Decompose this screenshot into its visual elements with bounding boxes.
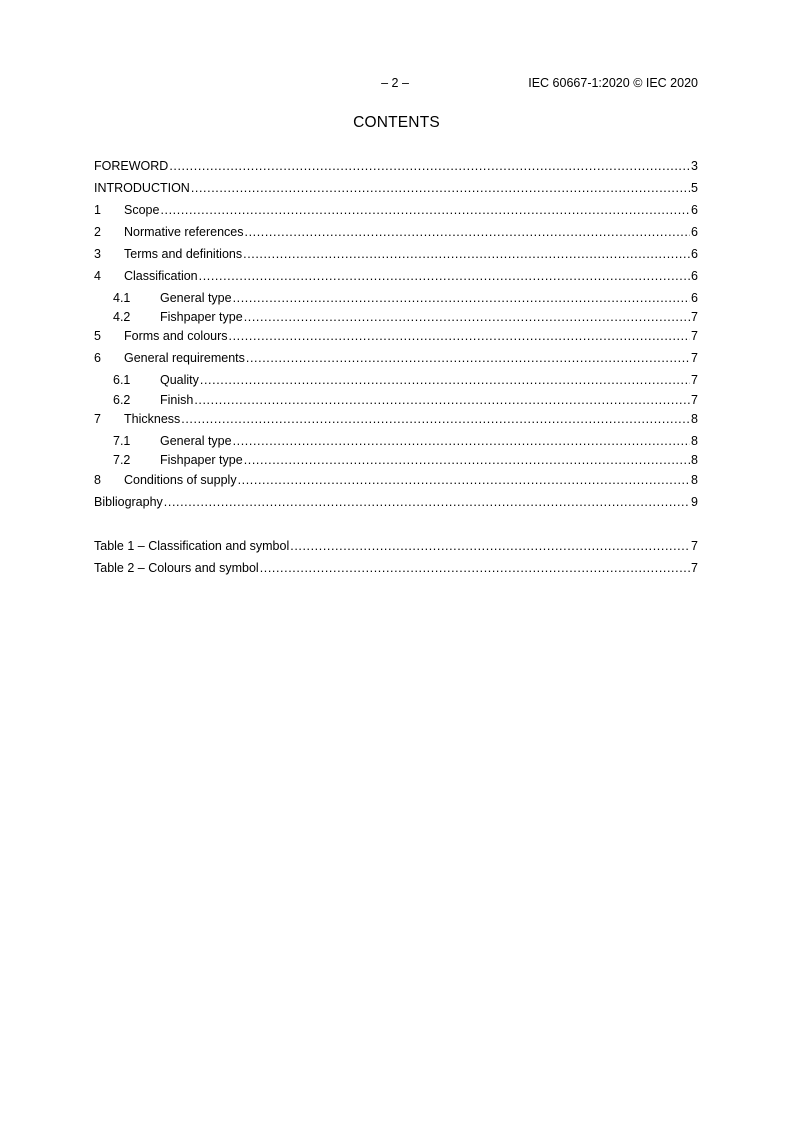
toc-entry-label: General type (160, 291, 232, 305)
toc-entry-number: 7.1 (113, 434, 131, 448)
toc-table-label: Table 2 – Colours and symbol (94, 561, 259, 575)
toc-entry-page: 9 (691, 495, 698, 509)
toc-entry-forms-and-colours[interactable] (94, 328, 698, 344)
toc-entry-label: Classification (124, 269, 198, 283)
dot-leader (191, 180, 690, 196)
toc-entry-foreword[interactable] (94, 158, 698, 174)
toc-entry-label: FOREWORD (94, 159, 169, 173)
toc-entry-classification[interactable] (94, 268, 698, 284)
toc-entry-label: General requirements (124, 351, 245, 365)
toc-table-1[interactable] (94, 538, 698, 554)
toc-entry-label: Conditions of supply (124, 473, 237, 487)
dot-leader (194, 392, 690, 408)
dot-leader (229, 328, 691, 344)
toc-entry-page: 7 (691, 393, 698, 407)
toc-table-2[interactable] (94, 560, 698, 576)
dot-leader (244, 309, 690, 325)
toc-entry-number: 6.1 (113, 373, 131, 387)
toc-entry-page: 8 (691, 453, 698, 467)
dot-leader (246, 350, 690, 366)
toc-entry-bibliography[interactable] (94, 494, 698, 510)
toc-entry-number: 7.2 (113, 453, 131, 467)
dot-leader (164, 494, 690, 510)
toc-entry-label: General type (160, 434, 232, 448)
dot-leader (243, 246, 690, 262)
toc-entry-page: 8 (691, 412, 698, 426)
toc-table-page: 7 (691, 561, 698, 575)
toc-entry-number: 8 (94, 473, 101, 487)
toc-entry-number: 4.2 (113, 310, 131, 324)
toc-entry-page: 6 (691, 247, 698, 261)
toc-entry-label: Bibliography (94, 495, 163, 509)
toc-entry-page: 3 (691, 159, 698, 173)
toc-entry-page: 7 (691, 373, 698, 387)
toc-entry-label: Thickness (124, 412, 181, 426)
toc-entry-scope[interactable] (94, 202, 698, 218)
toc-entry-number: 5 (94, 329, 101, 343)
toc-entry-number: 6 (94, 351, 101, 365)
toc-table-page: 7 (691, 539, 698, 553)
dot-leader (290, 538, 690, 554)
document-reference: IEC 60667-1:2020 © IEC 2020 (528, 76, 698, 90)
dot-leader (244, 452, 690, 468)
toc-entry-label: Fishpaper type (160, 310, 243, 324)
toc-entry-6-1-quality[interactable] (113, 372, 698, 388)
toc-entry-label: Fishpaper type (160, 453, 243, 467)
toc-entry-label: Forms and colours (124, 329, 228, 343)
toc-entry-7-2-fishpaper-type[interactable] (113, 452, 698, 468)
toc-entry-number: 4 (94, 269, 101, 283)
dot-leader (233, 433, 690, 449)
dot-leader (245, 224, 691, 240)
toc-entry-label: Normative references (124, 225, 244, 239)
toc-entry-terms-and-definitions[interactable] (94, 246, 698, 262)
toc-entry-label: Quality (160, 373, 199, 387)
toc-entry-number: 6.2 (113, 393, 131, 407)
dot-leader (238, 472, 690, 488)
dot-leader (199, 268, 690, 284)
toc-entry-number: 7 (94, 412, 101, 426)
toc-entry-label: Terms and definitions (124, 247, 243, 261)
dot-leader (200, 372, 690, 388)
contents-title: CONTENTS (353, 114, 440, 131)
toc-table-label: Table 1 – Classification and symbol (94, 539, 290, 553)
toc-entry-page: 8 (691, 473, 698, 487)
toc-entry-page: 6 (691, 291, 698, 305)
toc-entry-page: 6 (691, 225, 698, 239)
toc-entry-page: 7 (691, 351, 698, 365)
toc-entry-label: INTRODUCTION (94, 181, 190, 195)
dot-leader (181, 411, 690, 427)
toc-entry-label: Finish (160, 393, 194, 407)
toc-entry-page: 6 (691, 269, 698, 283)
toc-entry-thickness[interactable] (94, 411, 698, 427)
dot-leader (260, 560, 690, 576)
toc-entry-6-2-finish[interactable] (113, 392, 698, 408)
toc-entry-number: 4.1 (113, 291, 131, 305)
dot-leader (160, 202, 690, 218)
toc-entry-general-requirements[interactable] (94, 350, 698, 366)
toc-entry-4-2-fishpaper-type[interactable] (113, 309, 698, 325)
toc-entry-normative-references[interactable] (94, 224, 698, 240)
toc-entry-4-1-general-type[interactable] (113, 290, 698, 306)
page-number: – 2 – (381, 76, 409, 90)
toc-entry-number: 1 (94, 203, 101, 217)
toc-entry-number: 2 (94, 225, 101, 239)
toc-entry-page: 7 (691, 329, 698, 343)
toc-entry-introduction[interactable] (94, 180, 698, 196)
dot-leader (169, 158, 690, 174)
toc-entry-label: Scope (124, 203, 160, 217)
toc-entry-page: 8 (691, 434, 698, 448)
toc-entry-number: 3 (94, 247, 101, 261)
page-header (94, 76, 698, 92)
toc-entry-conditions-of-supply[interactable] (94, 472, 698, 488)
toc-entry-page: 6 (691, 203, 698, 217)
toc-entry-page: 7 (691, 310, 698, 324)
toc-entry-7-1-general-type[interactable] (113, 433, 698, 449)
toc-entry-page: 5 (691, 181, 698, 195)
dot-leader (233, 290, 690, 306)
